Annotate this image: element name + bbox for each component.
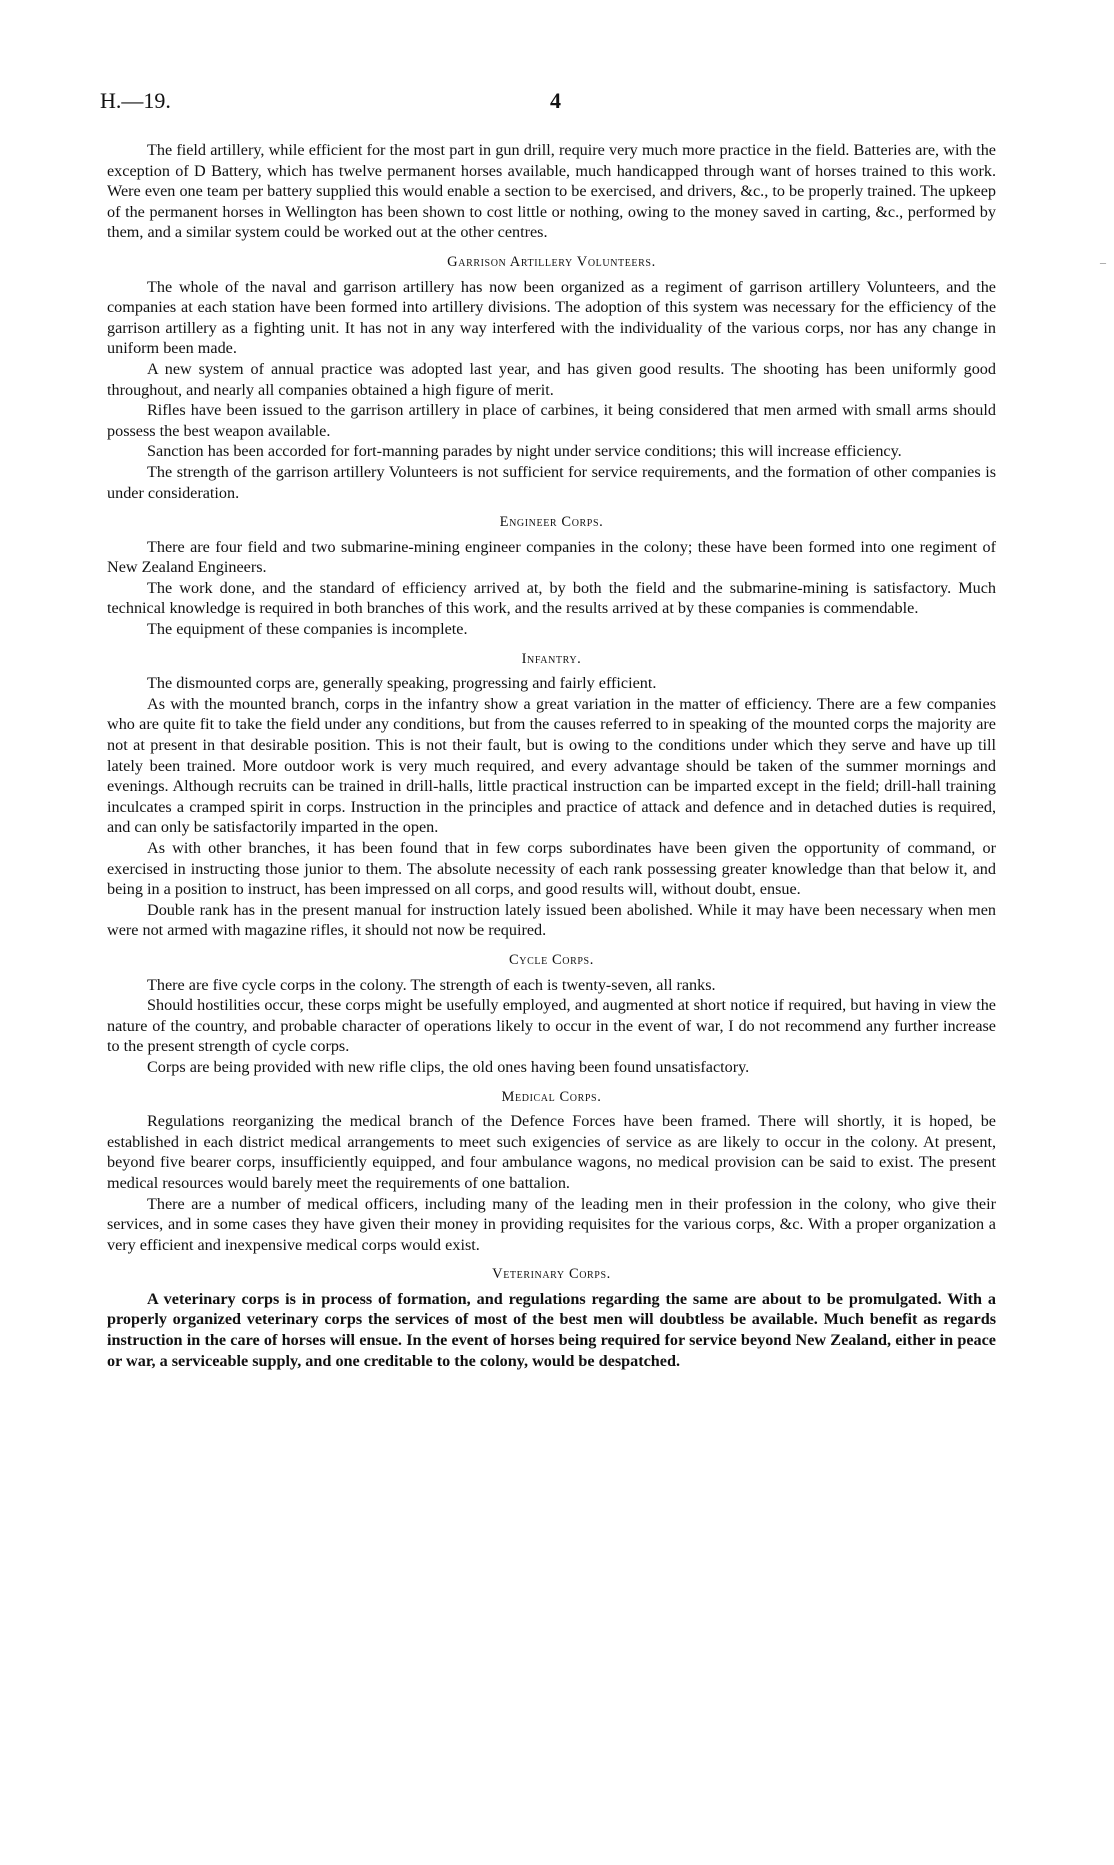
paragraph: As with other branches, it has been found that in few corps subordinates have been given the opportunity of command, or exercised in instructing those junior to them. The absolute necessity of each rank possessing greater knowledge than that below it, and being in a position to instruct, has been impressed on all corps, and good results will, without doubt, ensue.	[107, 839, 996, 899]
paragraph: Double rank has in the present manual for instruction lately issued been abolished. While it may have been necessary when men were not armed with magazine rifles, it should not now be required.	[107, 900, 996, 940]
section-heading-medical-corps: Medical Corps.	[501, 1088, 602, 1105]
page-number: 4	[550, 88, 561, 113]
document-reference: H.—19.	[100, 88, 171, 113]
paragraph: There are five cycle corps in the colony. The strength of each is twenty-seven, all ranks.	[147, 975, 716, 994]
paragraph: The strength of the garrison artillery Volunteers is not sufficient for service requirements, and the formation of other companies is under consideration.	[107, 462, 996, 502]
paragraph: There are four field and two submarine-mining engineer companies in the colony; these have been formed into one regiment of New Zealand Engineers.	[107, 537, 996, 577]
paragraph: The equipment of these companies is incomplete.	[147, 620, 468, 639]
paragraph: Rifles have been issued to the garrison artillery in place of carbines, it being considered that men armed with small arms should possess the best weapon available.	[107, 401, 996, 440]
paragraph: Sanction has been accorded for fort-manning parades by night under service conditions; this will increase efficiency.	[147, 442, 902, 461]
paragraph: As with the mounted branch, corps in the infantry show a great variation in the matter of efficiency. There are a few companies who are quite fit to take the field under any conditions, but from the causes referred to in speaking of the mounted corps the majority are not at present in that desirable position. This is not their fault, but is owing to the conditions under which they serve and have up till lately been trained. More outdoor work is very much required, and every advantage should be taken of the summer mornings and evenings. Although recruits can be trained in drill-halls, little practical instruction can be imparted except in the field; drill-hall training inculcates a cramped spirit in corps. Instruction in the principles and practice of attack and defence and in detached duties is required, and can only be satisfactorily imparted in the open.	[107, 694, 996, 837]
paragraph: A veterinary corps is in process of formation, and regulations regarding the same are about to be promulgated. With a properly organized veterinary corps the services of most of the best men will doubtless be available. Much benefit as regards instruction in the care of horses will ensue. In the event of horses being required for service beyond New Zealand, either in peace or war, a serviceable supply, and one creditable to the colony, would be despatched.	[107, 1289, 996, 1370]
margin-mark-icon: –	[1100, 255, 1106, 269]
paragraph: Should hostilities occur, these corps might be usefully employed, and augmented at short notice if required, but having in view the nature of the country, and probable character of operations likely to occur in the event of war, I do not recommend any further increase to the present strength of cycle corps.	[107, 996, 996, 1056]
paragraph: The field artillery, while efficient for the most part in gun drill, require very much more practice in the field. Batteries are, with the exception of D Battery, which has twelve permanent horses available, much handicapped through want of horses trained to this work. Were even one team per battery supplied this would enable a section to be exercised, and drivers, &c., to be properly trained. The upkeep of the permanent horses in Wellington has been shown to cost little or nothing, owing to the money saved in carting, &c., performed by them, and a similar system could be worked out at the other centres.	[107, 141, 996, 242]
section-heading-cycle-corps: Cycle Corps.	[509, 951, 594, 968]
paragraph: Corps are being provided with new rifle clips, the old ones having been found unsatisfactory.	[147, 1057, 750, 1076]
section-heading-engineer-corps: Engineer Corps.	[499, 514, 604, 531]
paragraph: The work done, and the standard of efficiency arrived at, by both the field and the submarine-mining is satisfactory. Much technical knowledge is required in both branches of this work, and the results arrived at by these companies is commendable.	[107, 578, 996, 618]
section-heading-infantry: Infantry.	[521, 650, 582, 667]
section-heading-garrison-artillery: Garrison Artillery Volunteers.	[447, 253, 656, 270]
paragraph: The dismounted corps are, generally speaking, progressing and fairly efficient.	[147, 674, 657, 693]
running-header	[100, 88, 980, 122]
paragraph: There are a number of medical officers, including many of the leading men in their profession in the colony, who give their services, and in some cases they have given their money in providing requisites for the various corps, &c. With a proper organization a very efficient and inexpensive medical corps would exist.	[107, 1194, 996, 1254]
paragraph: The whole of the naval and garrison artillery has now been organized as a regiment of garrison artillery Volunteers, and the companies at each station have been formed into artillery divisions. The adoption of this system was necessary for the efficiency of the garrison artillery as a fighting unit. It has not in any way interfered with the individuality of the various corps, nor has any change in uniform been made.	[107, 277, 996, 358]
paragraph: A new system of annual practice was adopted last year, and has given good results. The shooting has been uniformly good throughout, and nearly all companies obtained a high figure of merit.	[107, 359, 996, 399]
paragraph: Regulations reorganizing the medical branch of the Defence Forces have been framed. There will shortly, it is hoped, be established in each district medical arrangements to meet such exigencies of service as are likely to occur in the colony. At present, beyond five bearer corps, insufficiently equipped, and four ambulance wagons, no medical provision can be said to exist. The present medical resources would barely meet the requirements of one battalion.	[107, 1112, 996, 1192]
body-text	[107, 140, 996, 1371]
section-heading-veterinary-corps: Veterinary Corps.	[492, 1266, 611, 1283]
